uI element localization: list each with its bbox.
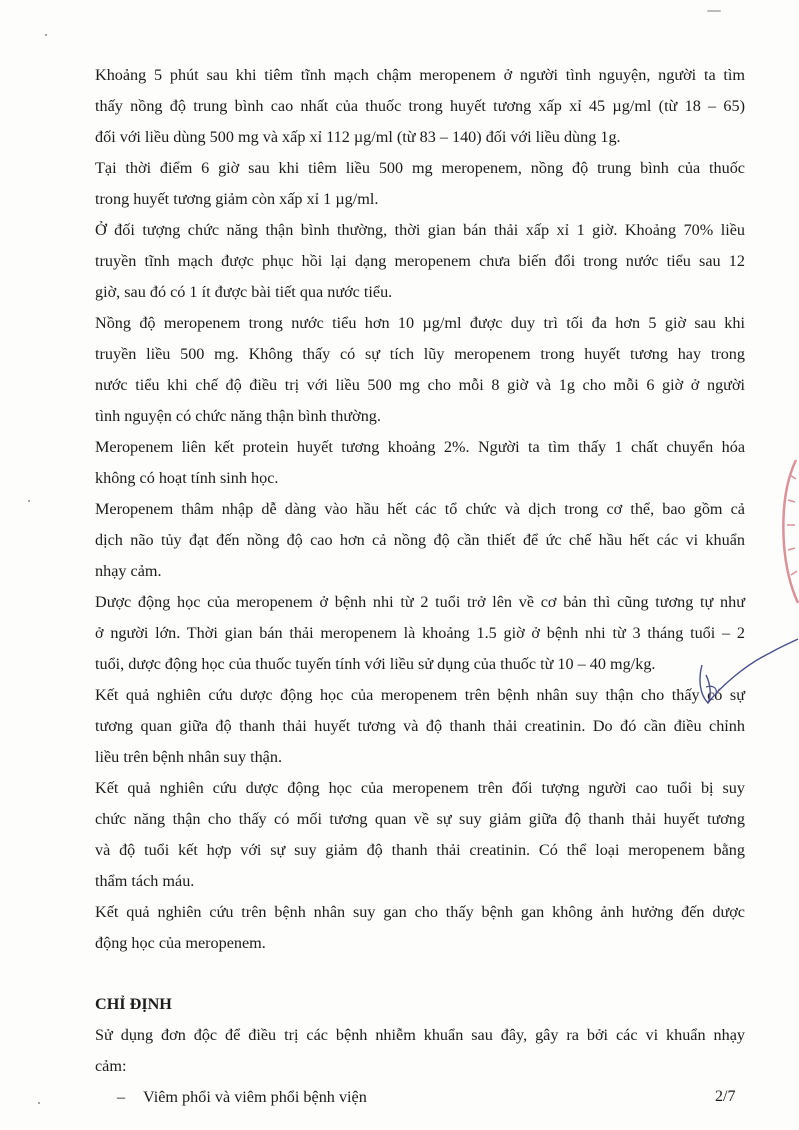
paragraph [95, 153, 745, 215]
paragraph [95, 215, 745, 308]
text-line: Kết quả nghiên cứu trên bệnh nhân suy gan cho thấy bệnh gan không ảnh hưởng đến dược [95, 903, 745, 921]
text-line: tương quan giữa độ thanh thải huyết tương và độ thanh thải creatinin. Do đó cần điều chỉnh [95, 717, 745, 735]
text-line: chức năng thận cho thấy có mối tương quan về sự suy giảm giữa độ thanh thải huyết tương [95, 810, 745, 828]
list-item [95, 1082, 745, 1113]
text-line: tình nguyện có chức năng thận bình thường. [95, 407, 381, 425]
document-body [95, 60, 745, 1113]
section-intro [95, 1020, 745, 1082]
text-line: Khoảng 5 phút sau khi tiêm tĩnh mạch chậm meropenem ở người tình nguyện, người ta tìm [95, 66, 745, 84]
text-line: Kết quả nghiên cứu dược động học của meropenem trên bệnh nhân suy thận cho thấy có sự [95, 686, 745, 704]
paragraph [95, 494, 745, 587]
text-line: trong huyết tương giảm còn xấp xỉ 1 µg/ml. [95, 190, 379, 208]
list-item-text: Viêm phổi và viêm phổi bệnh viện [143, 1088, 367, 1106]
paragraph [95, 308, 745, 432]
text-line: tuổi, dược động học của thuốc tuyến tính với liều sử dụng của thuốc từ 10 – 40 mg/kg. [95, 655, 656, 673]
scan-speck [45, 34, 47, 36]
scan-speck [28, 500, 30, 502]
text-line: thấy nồng độ trung bình cao nhất của thuốc trong huyết tương xấp xỉ 45 µg/ml (từ 18 – 65) [95, 97, 745, 115]
text-line: dịch não tủy đạt đến nồng độ cao hơn cả nồng độ cần thiết để ức chế hầu hết các vi khuẩn [95, 531, 745, 549]
text-line: Meropenem thâm nhập dễ dàng vào hầu hết các tổ chức và dịch trong cơ thể, bao gồm cả [95, 500, 745, 518]
scan-speck [38, 1102, 40, 1104]
text-line: nước tiểu khi chế độ điều trị với liều 500 mg cho mỗi 8 giờ và 1g cho mỗi 6 giờ ở người [95, 376, 745, 394]
text-line: động học của meropenem. [95, 934, 266, 952]
text-line: liều trên bệnh nhân suy thận. [95, 748, 283, 766]
text-line: đối với liều dùng 500 mg và xấp xỉ 112 µg/ml (từ 83 – 140) đối với liều dùng 1g. [95, 128, 621, 146]
text-line: ở người lớn. Thời gian bán thải meropenem là khoảng 1.5 giờ ở bệnh nhi từ 3 tháng tuổi – 2 [95, 624, 745, 642]
red-stamp-seal [770, 455, 799, 605]
paragraph [95, 587, 745, 680]
text-line: giờ, sau đó có 1 ít được bài tiết qua nước tiểu. [95, 283, 393, 301]
text-line: Meropenem liên kết protein huyết tương khoảng 2%. Người ta tìm thấy 1 chất chuyển hóa [95, 438, 745, 456]
text-line: truyền liều 500 mg. Không thấy có sự tích lũy meropenem trong huyết tương hay trong [95, 345, 745, 363]
pharmacokinetics-text [95, 60, 745, 959]
text-line: truyền tĩnh mạch được phục hồi lại dạng meropenem chưa biến đổi trong nước tiểu sau 12 [95, 252, 745, 270]
text-line: thẩm tách máu. [95, 872, 195, 890]
text-line: Nồng độ meropenem trong nước tiểu hơn 10 µg/ml được duy trì tối đa hơn 5 giờ sau khi [95, 314, 745, 332]
paragraph [95, 432, 745, 494]
text-line: Ở đối tượng chức năng thận bình thường, thời gian bán thải xấp xỉ 1 giờ. Khoảng 70% liều [95, 221, 745, 239]
dash-bullet: – [117, 1088, 126, 1106]
text-line: Tại thời điểm 6 giờ sau khi tiêm liều 500 mg meropenem, nồng độ trung bình của thuốc [95, 159, 745, 177]
scan-speck [707, 10, 721, 12]
paragraph [95, 680, 745, 773]
paragraph [95, 897, 745, 959]
indication-list [95, 1082, 745, 1113]
text-line: Dược động học của meropenem ở bệnh nhi từ 2 tuổi trở lên về cơ bản thì cũng tương tự như [95, 593, 745, 611]
text-line: nhạy cảm. [95, 562, 162, 580]
section-heading: CHỈ ĐỊNH [95, 995, 172, 1013]
paragraph [95, 773, 745, 897]
text-line: không có hoạt tính sinh học. [95, 469, 279, 487]
text-line: Sử dụng đơn độc để điều trị các bệnh nhiễm khuẩn sau đây, gây ra bởi các vi khuẩn nhạy [95, 1026, 745, 1044]
paragraph [95, 60, 745, 153]
text-line: và độ tuổi kết hợp với sự suy giảm độ thanh thải creatinin. Có thể loại meropenem bằng [95, 841, 745, 859]
page-number: 2/7 [715, 1088, 736, 1105]
text-line: Kết quả nghiên cứu dược động học của meropenem trên đối tượng người cao tuổi bị suy [95, 779, 745, 797]
text-line: cảm: [95, 1057, 127, 1075]
handwritten-signature [650, 625, 799, 715]
